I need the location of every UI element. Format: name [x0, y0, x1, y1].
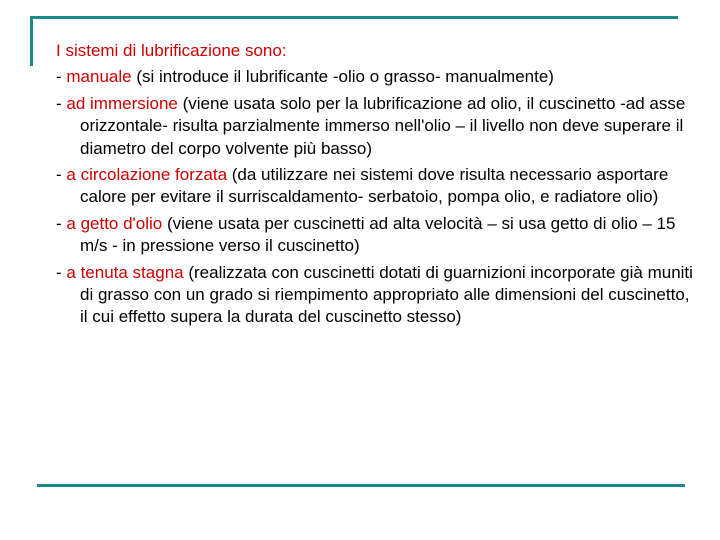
- list-item-getto-olio: [56, 213, 696, 258]
- slide-heading: I sistemi di lubrificazione sono:: [56, 41, 287, 60]
- item-description: (si introduce il lubrificante -olio o grasso- manualmente): [131, 67, 554, 87]
- item-description: (da utilizzare nei sistemi dove risulta necessario asportare calore per evitare il surriscaldamento- serbatoio, pompa olio, e radiatore olio): [80, 165, 669, 207]
- item-prefix: -: [56, 67, 67, 87]
- list-item-manuale: [56, 66, 696, 88]
- item-term: a circolazione forzata: [66, 165, 228, 185]
- item-prefix: -: [56, 213, 67, 233]
- list-item-tenuta-stagna: [56, 262, 696, 329]
- item-term: manuale: [66, 67, 132, 87]
- item-term: a getto d'olio: [66, 213, 163, 233]
- slide-body: [56, 40, 696, 333]
- item-prefix: -: [56, 165, 67, 185]
- bottom-accent-rule: [37, 484, 685, 487]
- item-prefix: -: [56, 93, 67, 113]
- item-term: a tenuta stagna: [66, 262, 184, 282]
- item-description: (viene usata solo per la lubrificazione ad olio, il cuscinetto -ad asse orizzontale- risulta parzialmente immerso nell'olio – il livello non deve superare il diametro del corpo volvente più basso): [80, 93, 686, 158]
- top-accent-rule: [30, 16, 678, 19]
- list-item-circolazione-forzata: [56, 164, 696, 209]
- item-term: ad immersione: [66, 93, 178, 113]
- item-description: (viene usata per cuscinetti ad alta velocità – si usa getto di olio – 15 m/s - in pressione verso il cuscinetto): [80, 213, 676, 256]
- list-item-immersione: [56, 93, 696, 160]
- left-accent-rule: [30, 16, 33, 66]
- item-description: (realizzata con cuscinetti dotati di guarnizioni incorporate già muniti di grasso con un grado si riempimento appropriato alle dimensioni del cuscinetto, il cui effetto supera la durata del cuscinetto stesso): [80, 262, 693, 327]
- item-prefix: -: [56, 262, 67, 282]
